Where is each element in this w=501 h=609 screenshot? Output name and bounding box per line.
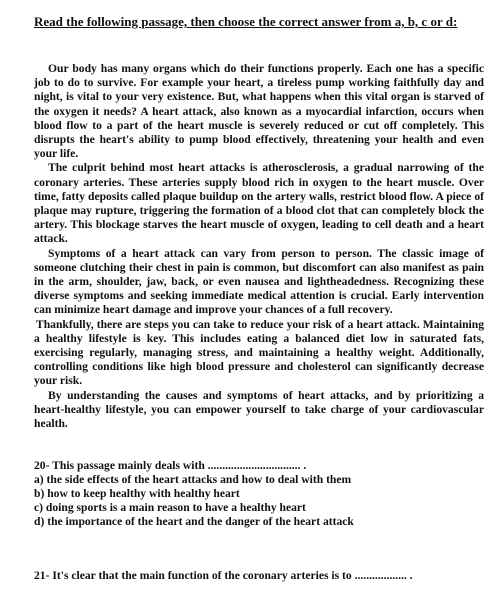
passage-paragraph-3: Symptoms of a heart attack can vary from person to person. The classic image of someone clutching their chest in pain is common, but discomfort can also manifest as pain in the arm, shoulder, jaw, back, or even nausea and lightheadedness. Recognizing these diverse symptoms and seeking immediate medical attention is crucial. Early intervention can minimize heart damage and improve your chances of a full recovery. — [34, 246, 484, 317]
question-20-stem: 20- This passage mainly deals with ................................ . — [34, 459, 307, 472]
passage-paragraph-4: Thankfully, there are steps you can take to reduce your risk of a heart attack. Maintaining a healthy lifestyle is key. This includes eating a balanced diet low in saturated fats, exercising regularly, managing stress, and maintaining a healthy weight. Additionally, controlling conditions like high blood pressure and cholesterol can significantly decrease your risk. — [34, 317, 484, 388]
question-20-option-c[interactable]: c) doing sports is a main reason to have a healthy heart — [34, 501, 306, 514]
passage-paragraph-5: By understanding the causes and symptoms of heart attacks, and by prioritizing a heart-healthy lifestyle, you can empower yourself to take charge of your cardiovascular health. — [34, 388, 484, 431]
passage-paragraph-1: Our body has many organs which do their functions properly. Each one has a specific job to do to survive. For example your heart, a tireless pump working faithfully day and night, is vital to your very existence. But, what happens when this vital organ is starved of the oxygen it needs? A heart attack, also known as a myocardial infarction, occurs when blood flow to a part of the heart muscle is severely reduced or cut off completely. This disrupts the heart's ability to pump blood effectively, threatening your health and even your life. — [34, 62, 484, 161]
question-21 — [34, 569, 484, 583]
question-20 — [34, 459, 484, 529]
question-20-option-b[interactable]: b) how to keep healthy with healthy heart — [34, 487, 240, 500]
question-20-option-d[interactable]: d) the importance of the heart and the danger of the heart attack — [34, 515, 354, 528]
reading-passage — [34, 62, 484, 431]
passage-paragraph-2: The culprit behind most heart attacks is atherosclerosis, a gradual narrowing of the coronary arteries. These arteries supply blood rich in oxygen to the heart muscle. Over time, fatty deposits called plaque buildup on the artery walls, restrict blood flow. A piece of plaque may rupture, triggering the formation of a blood clot that can completely block the artery. This blockage starves the heart muscle of oxygen, leading to cell death and a heart attack. — [34, 161, 484, 246]
question-20-option-a[interactable]: a) the side effects of the heart attacks and how to deal with them — [34, 473, 352, 486]
question-21-stem: 21- It's clear that the main function of the coronary arteries is to .................. . — [34, 569, 413, 582]
instructions-heading: Read the following passage, then choose the correct answer from a, b, c or d: — [34, 14, 458, 29]
